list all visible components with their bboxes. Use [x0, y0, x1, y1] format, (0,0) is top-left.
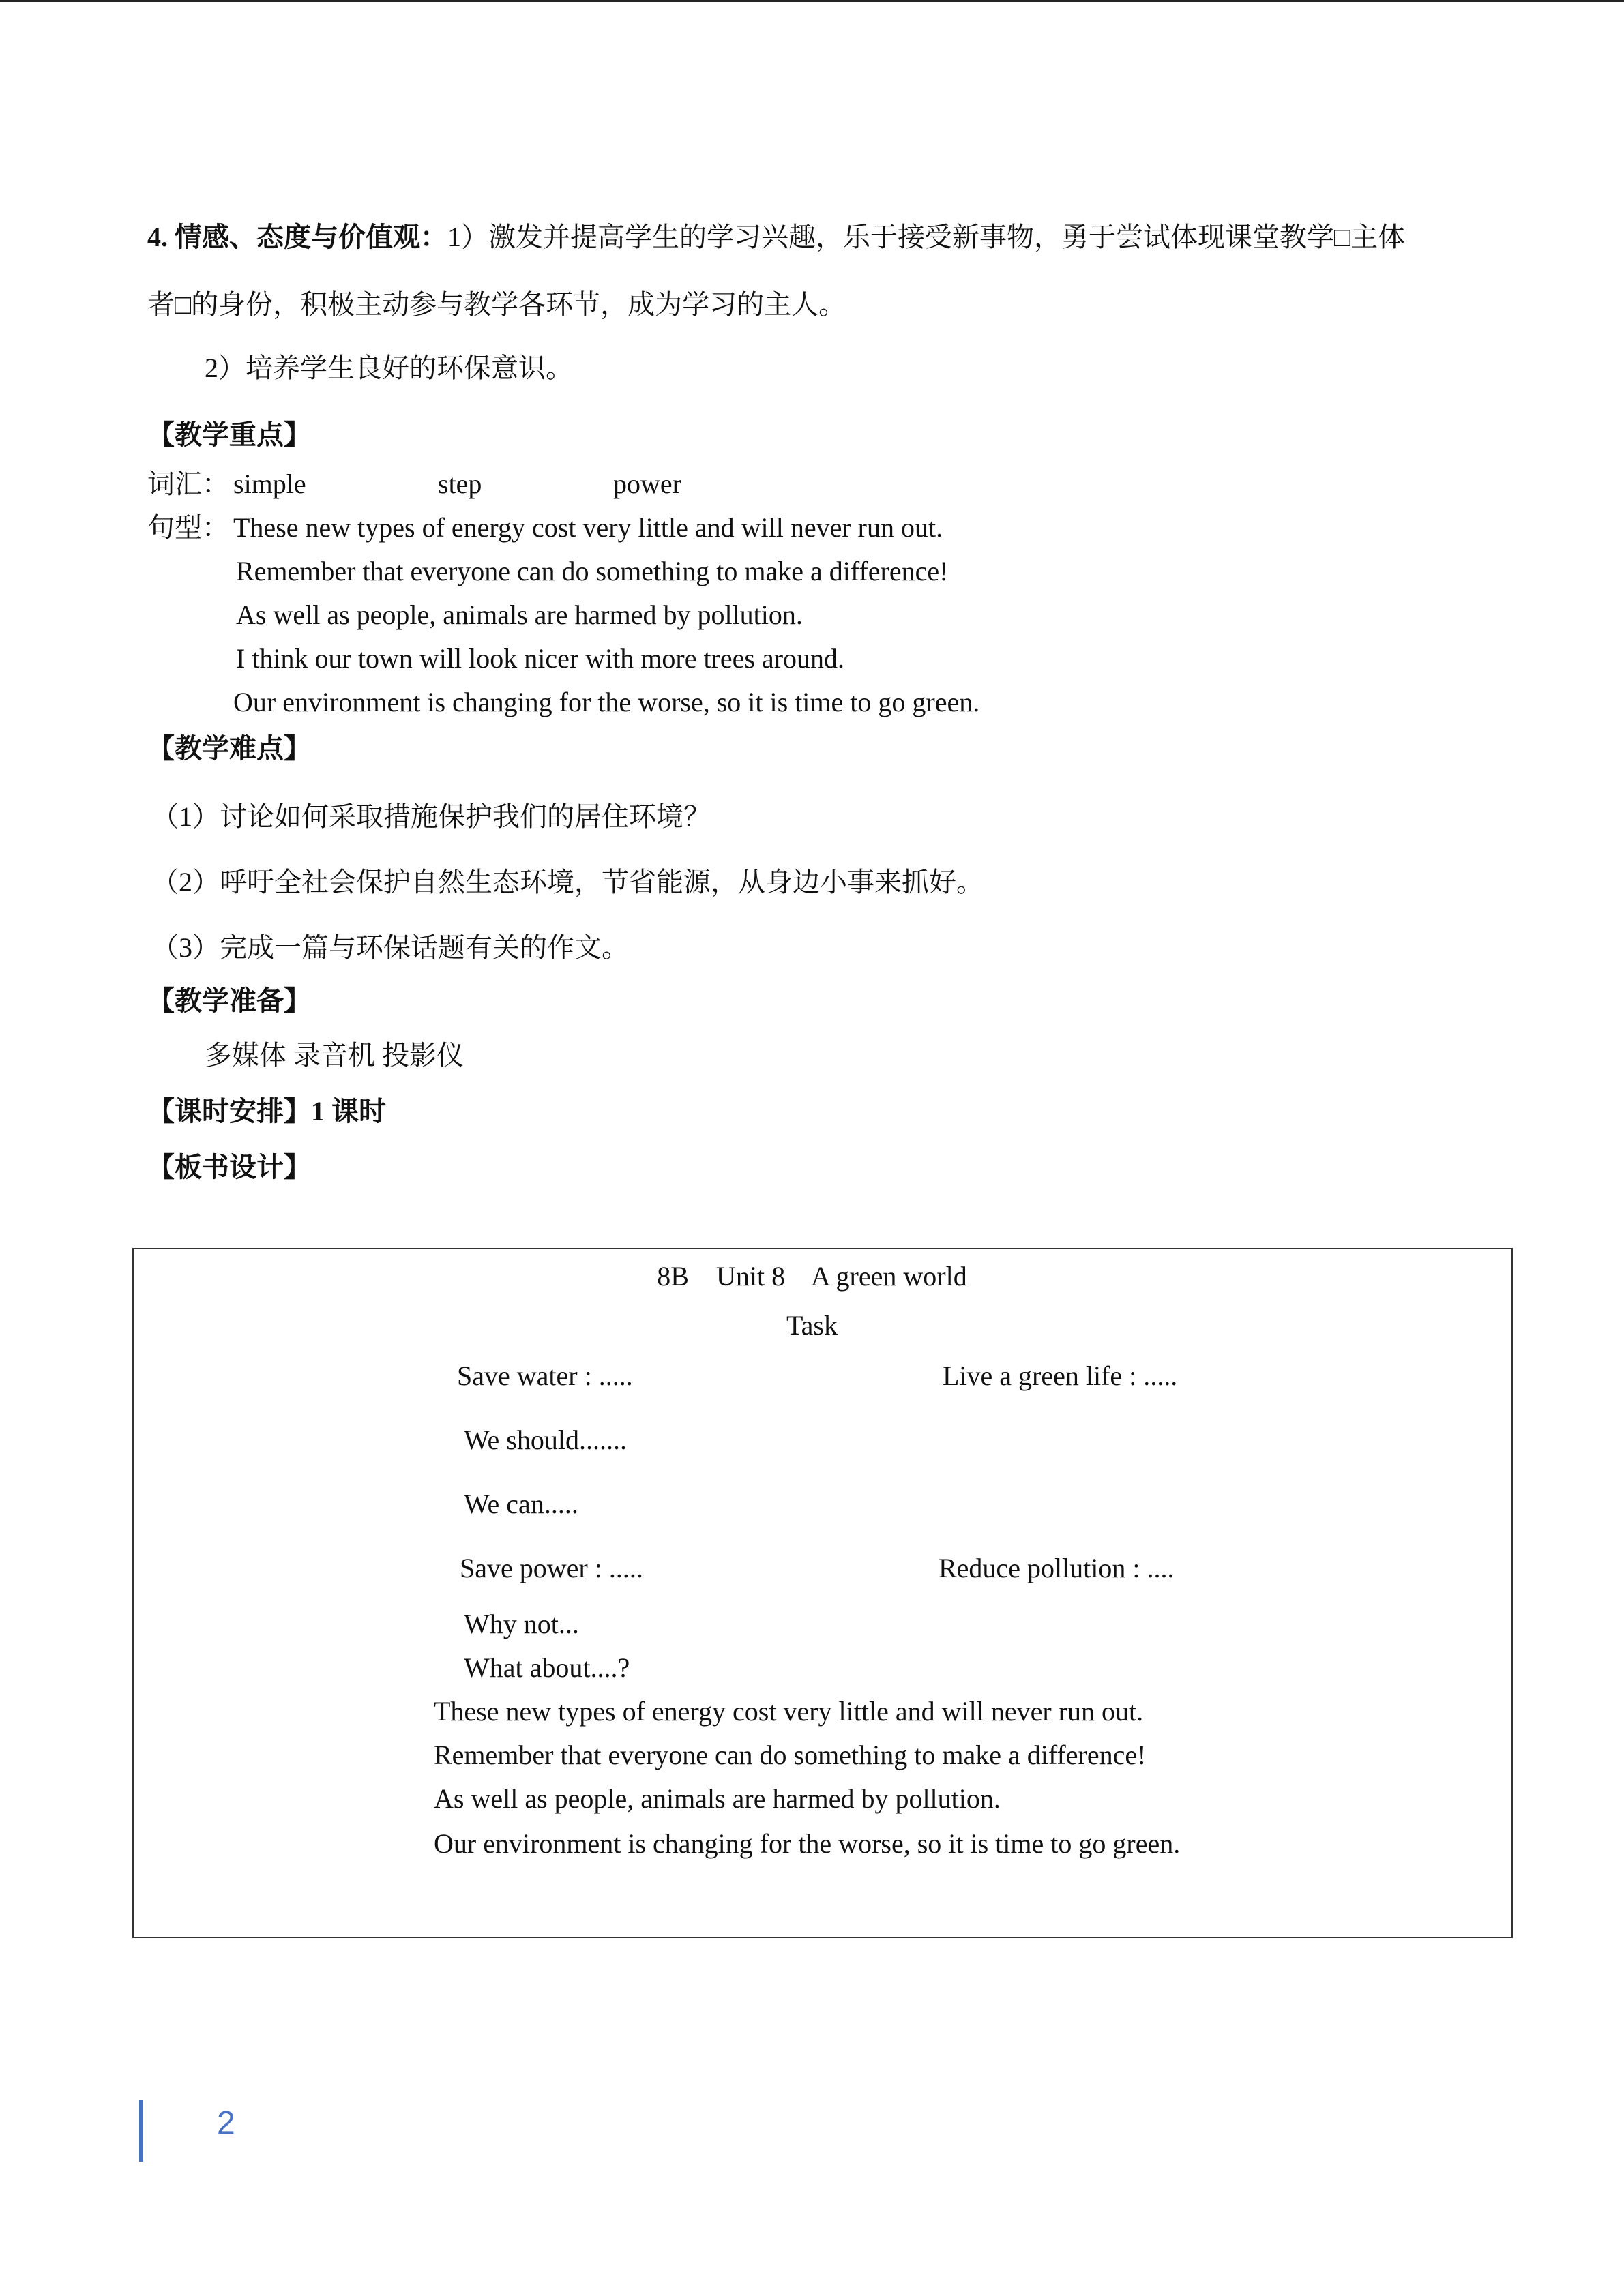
- board-save-water: Save water : .....: [457, 1360, 633, 1391]
- top-border: [0, 0, 1624, 2]
- pattern-3: As well as people, animals are harmed by pollution.: [236, 599, 803, 630]
- vocab-word-2: step: [438, 468, 482, 499]
- pattern-label: 句型：: [147, 512, 229, 543]
- pattern-1: These new types of energy cost very little and will never run out.: [233, 512, 943, 543]
- schedule: [147, 1098, 386, 1125]
- board-subtitle: Task: [786, 1310, 838, 1341]
- footer-accent-bar: [139, 2100, 143, 2162]
- board-sentence-2: Remember that everyone can do something to make a difference!: [434, 1740, 1147, 1770]
- objective-4-line1: 1）激发并提高学生的学习兴趣，乐于接受新事物，勇于尝试体现课堂教学□主体: [447, 222, 1406, 252]
- board-what-about: What about....?: [464, 1652, 630, 1683]
- board-title-text: 8B Unit 8 A green world: [657, 1261, 967, 1292]
- vocab-label: 词汇：: [147, 468, 229, 499]
- vocab-word-1: simple: [233, 468, 306, 499]
- board-why-not: Why not...: [464, 1609, 579, 1639]
- objective-4-label: 4. 情感、态度与价值观：: [147, 222, 447, 252]
- page-number: 2: [217, 2105, 235, 2141]
- board-live-green: Live a green life : .....: [943, 1360, 1178, 1391]
- board-we-should: We should.......: [464, 1425, 627, 1455]
- board-sentence-4: Our environment is changing for the worse, so it is time to go green.: [434, 1828, 1181, 1859]
- preparation-heading: 【教学准备】: [147, 985, 311, 1016]
- pattern-2: Remember that everyone can do something to make a difference!: [236, 556, 949, 586]
- board-reduce-pollution: Reduce pollution : ....: [939, 1553, 1175, 1583]
- pattern-5: Our environment is changing for the worse, so it is time to go green.: [233, 687, 980, 717]
- board-heading: 【板书设计】: [147, 1152, 311, 1182]
- difficulties-heading: 【教学难点】: [147, 733, 311, 764]
- objective-4: [147, 224, 1405, 251]
- objective-4-sub2: 2）培养学生良好的环保意识。: [205, 353, 573, 383]
- board-title: [0, 1263, 1624, 1290]
- key-points-heading: 【教学重点】: [147, 419, 311, 450]
- pattern-4: I think our town will look nicer with more trees around.: [236, 643, 845, 674]
- difficulty-1: （1）讨论如何采取措施保护我们的居住环境？: [151, 801, 711, 832]
- board-we-can: We can.....: [464, 1489, 578, 1519]
- board-sentence-1: These new types of energy cost very little and will never run out.: [434, 1696, 1144, 1727]
- schedule-value: 1 课时: [311, 1096, 386, 1127]
- preparation-items: 多媒体 录音机 投影仪: [205, 1040, 464, 1071]
- difficulty-3: （3）完成一篇与环保话题有关的作文。: [151, 932, 629, 963]
- schedule-heading: 【课时安排】: [147, 1096, 311, 1127]
- board-sentence-3: As well as people, animals are harmed by pollution.: [434, 1783, 1001, 1814]
- objective-4-line2: 者□的身份，积极主动参与教学各环节，成为学习的主人。: [147, 289, 846, 320]
- vocab-word-3: power: [613, 468, 681, 499]
- board-save-power: Save power : .....: [460, 1553, 643, 1583]
- difficulty-2: （2）呼吁全社会保护自然生态环境，节省能源，从身边小事来抓好。: [151, 867, 984, 897]
